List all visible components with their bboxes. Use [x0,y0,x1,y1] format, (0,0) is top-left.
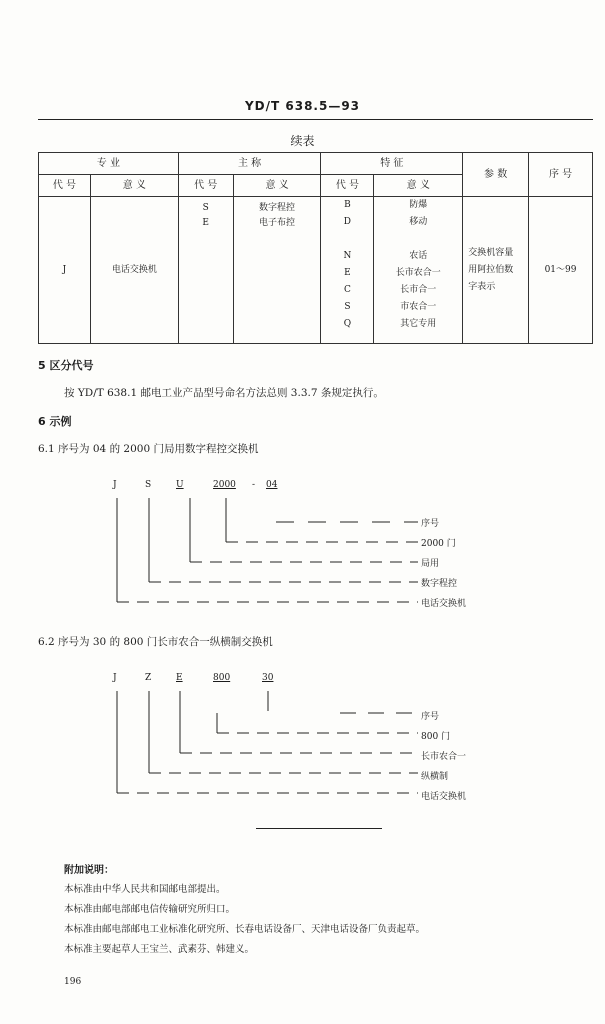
example-2-tree [100,683,430,803]
feature-meaning [374,231,462,248]
ex2-label: 纵横制 [421,772,449,782]
feature-meaning: 农话 [409,251,428,261]
subhead-meaning: 意 义 [374,175,463,197]
main-code: E [202,218,209,228]
ex1-code: 04 [266,480,278,490]
group-parameter: 参 数 [463,153,529,197]
ex1-code: 2000 [213,480,236,490]
feature-code: S [344,302,351,312]
main-meaning: 电子布控 [259,218,296,228]
main-meaning-cell [233,197,321,344]
page-number: 196 [64,977,82,987]
group-serial: 序 号 [529,153,593,197]
feature-meaning: 其它专用 [400,319,437,329]
feature-code: N [343,251,352,261]
feature-code: D [343,217,352,227]
example-1-title: 6.1 序号为 04 的 2000 门局用数字程控交换机 [38,443,259,455]
ex1-label: 序号 [421,519,440,529]
feature-meaning: 市农合一 [400,302,437,312]
ex1-label: 局用 [421,559,440,569]
ex1-code: - [252,480,256,490]
main-meaning: 数字程控 [259,203,296,213]
group-feature: 特 征 [321,153,463,175]
ex2-code: 800 [213,673,231,683]
note-line: 本标准由中华人民共和国邮电部提出。 [64,884,226,895]
table-caption: 续表 [290,134,315,148]
subhead-code: 代 号 [321,175,374,197]
main-code-cell [178,197,233,344]
specialty-code: J [39,197,91,344]
ex2-label: 800 门 [421,732,451,742]
parameter-line: 字表示 [468,281,496,292]
example-2-title: 6.2 序号为 30 的 800 门长市农合一纵横制交换机 [38,636,273,648]
ex1-label: 数字程控 [421,579,458,589]
ex1-label: 2000 门 [421,539,456,549]
document-header: YD/T 638.5—93 [244,99,361,113]
subhead-code: 代 号 [39,175,91,197]
ex1-code: S [145,480,152,490]
parameter-line: 交换机容量 [468,247,514,258]
feature-meaning-cell [374,197,463,344]
ex1-label: 电话交换机 [421,599,467,609]
ex2-label: 序号 [421,712,440,722]
ex1-code: U [176,480,184,490]
feature-meaning: 移动 [409,217,428,227]
subhead-code: 代 号 [178,175,233,197]
parameter-line: 用阿拉伯数 [468,264,514,275]
subhead-meaning: 意 义 [90,175,178,197]
section-5-title: 5 区分代号 [38,359,94,372]
ex2-label: 电话交换机 [421,792,467,802]
ex2-code: Z [145,673,152,683]
group-main-name: 主 称 [178,153,321,175]
note-line: 本标准由邮电部邮电工业标准化研究所、长春电话设备厂、天津电话设备厂负责起草。 [64,924,426,935]
note-line: 本标准主要起草人王宝兰、武素芬、韩建义。 [64,944,255,955]
ex1-code: J [113,480,117,490]
ex2-label: 长市农合一 [421,752,467,762]
example-1-tree [100,490,430,612]
feature-meaning: 长市农合一 [395,268,441,278]
feature-code [321,231,373,248]
serial-cell: 01～99 [529,197,593,344]
feature-code: B [344,200,351,210]
main-code: S [202,203,209,213]
feature-meaning: 防爆 [409,200,428,210]
feature-code: C [343,285,351,295]
end-rule [256,828,382,829]
ex2-code: E [176,673,183,683]
parameter-cell [463,197,529,344]
feature-code: E [344,268,351,278]
notes-title: 附加说明： [64,865,114,876]
feature-code-cell [321,197,374,344]
feature-meaning: 长市合一 [400,285,437,295]
section-5-body: 按 YD/T 638.1 邮电工业产品型号命名方法总则 3.3.7 条规定执行。 [64,387,384,399]
section-6-title: 6 示例 [38,415,72,428]
specialty-meaning: 电话交换机 [90,197,178,344]
ex2-code: 30 [262,673,274,683]
note-line: 本标准由邮电部邮电信传输研究所归口。 [64,904,236,915]
ex2-code: J [113,673,117,683]
group-specialty: 专 业 [39,153,179,175]
feature-code: Q [343,319,352,329]
header-rule [38,119,593,120]
model-code-table [38,152,593,344]
subhead-meaning: 意 义 [233,175,321,197]
